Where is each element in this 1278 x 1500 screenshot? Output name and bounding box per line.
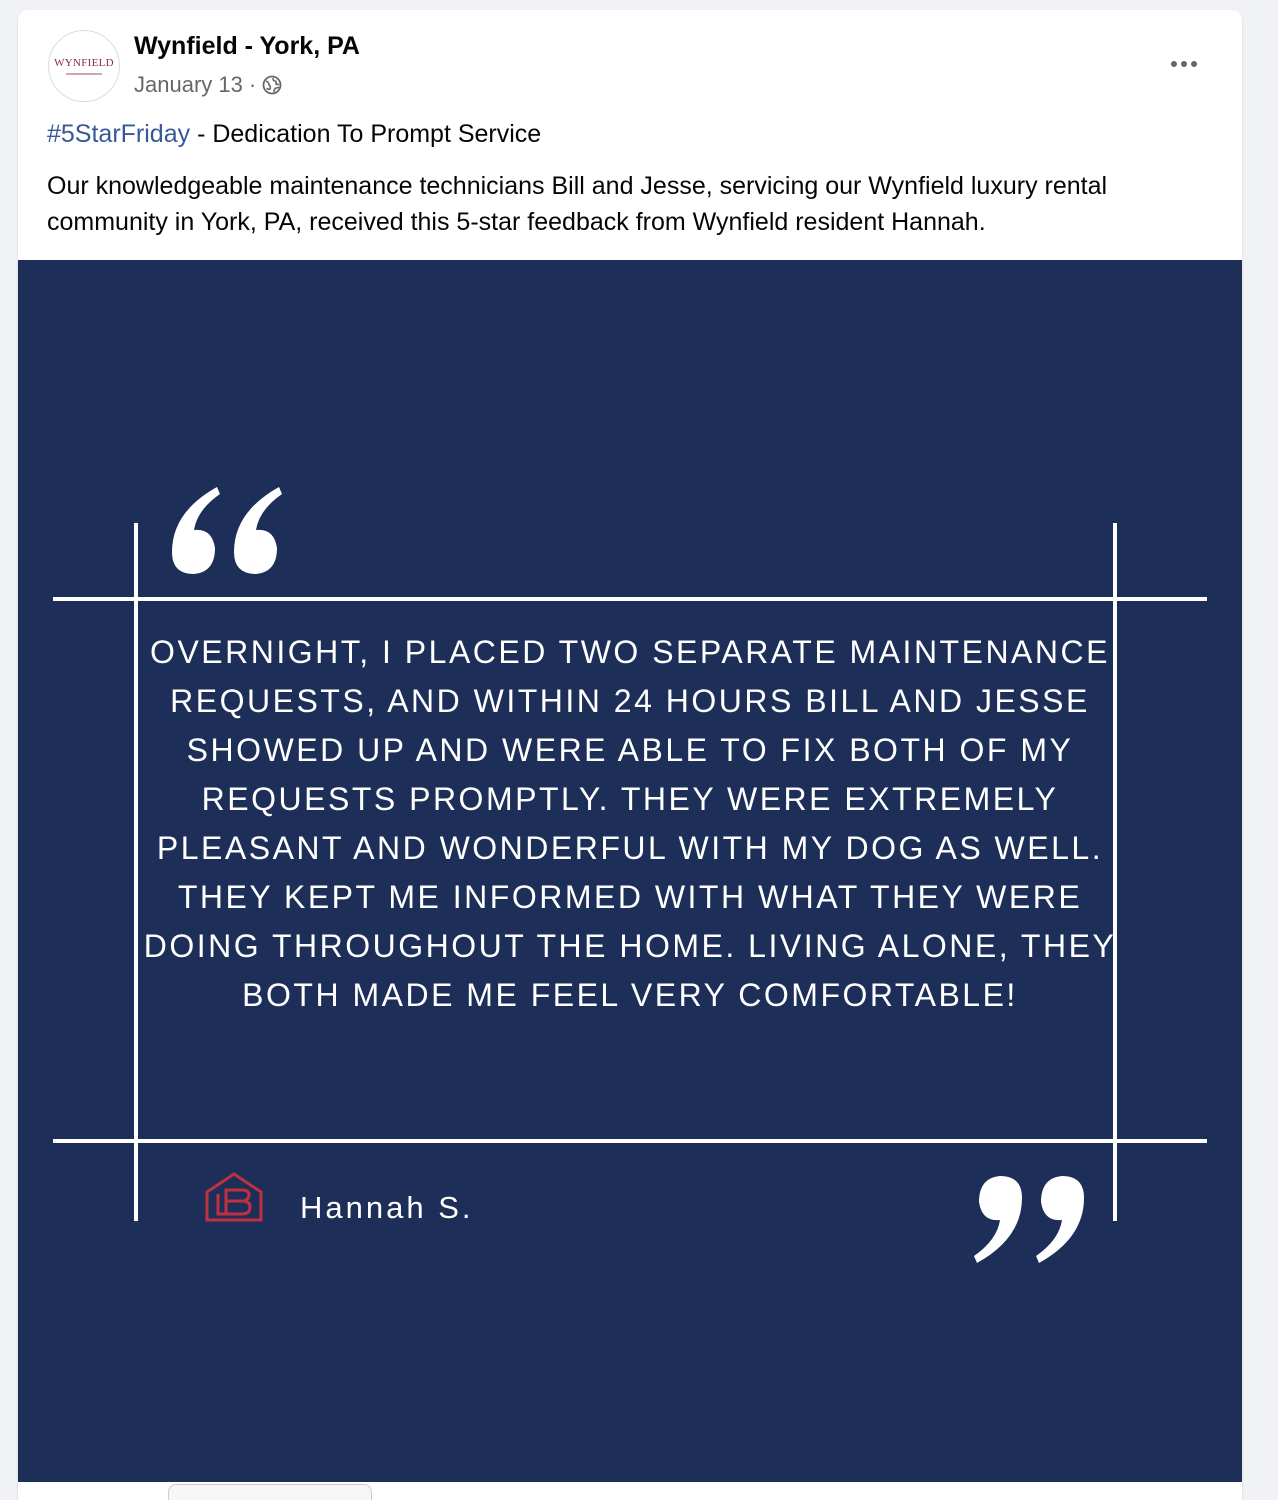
page-scroll-gutter — [1264, 0, 1278, 1496]
avatar-logo-underline — [66, 73, 102, 75]
more-options-icon[interactable] — [1164, 52, 1204, 76]
footer-tab-stub — [168, 1484, 372, 1500]
globe-icon[interactable] — [262, 75, 282, 95]
post-headline — [47, 120, 541, 149]
hashtag-link[interactable]: #5StarFriday — [47, 120, 191, 148]
post-body: Our knowledgeable maintenance technicians Bill and Jesse, servicing our Wynfield luxury rental community in York, PA, received this 5-star feedback from Wynfield resident Hannah. — [47, 172, 1108, 236]
post-date[interactable]: January 13 — [134, 72, 243, 97]
page-name-link[interactable]: Wynfield - York, PA — [134, 32, 360, 60]
testimonial-author: Hannah S. — [300, 1190, 474, 1225]
testimonial-quote: OVERNIGHT, I PLACED TWO SEPARATE MAINTENANCE REQUESTS, AND WITHIN 24 HOURS BILL AND JESSE SHOWED UP AND WERE ABLE TO FIX BOTH OF MY REQUESTS PROMPTLY. THEY WERE EXTREMELY PLEASANT AND WONDERFUL WITH MY DOG AS WELL. THEY KEPT ME INFORMED WITH WHAT THEY WERE DOING THROUGHOUT THE HOME. LIVING ALONE, THEY BOTH MADE ME FEEL VERY COMFORTABLE! — [143, 634, 1117, 1013]
testimonial-image[interactable] — [18, 260, 1242, 1482]
meta-separator: · — [248, 72, 257, 97]
page-avatar[interactable] — [48, 30, 120, 102]
house-logo-icon — [204, 1170, 264, 1222]
close-quote-icon — [964, 1168, 1094, 1268]
post-meta — [134, 72, 282, 98]
avatar-logo-text: WYNFIELD — [54, 57, 114, 69]
headline-text: - Dedication To Prompt Service — [190, 120, 542, 148]
frame-line-top — [53, 597, 1207, 601]
open-quote-icon — [162, 482, 292, 582]
post-card — [18, 10, 1242, 1500]
frame-line-bottom — [53, 1139, 1207, 1143]
